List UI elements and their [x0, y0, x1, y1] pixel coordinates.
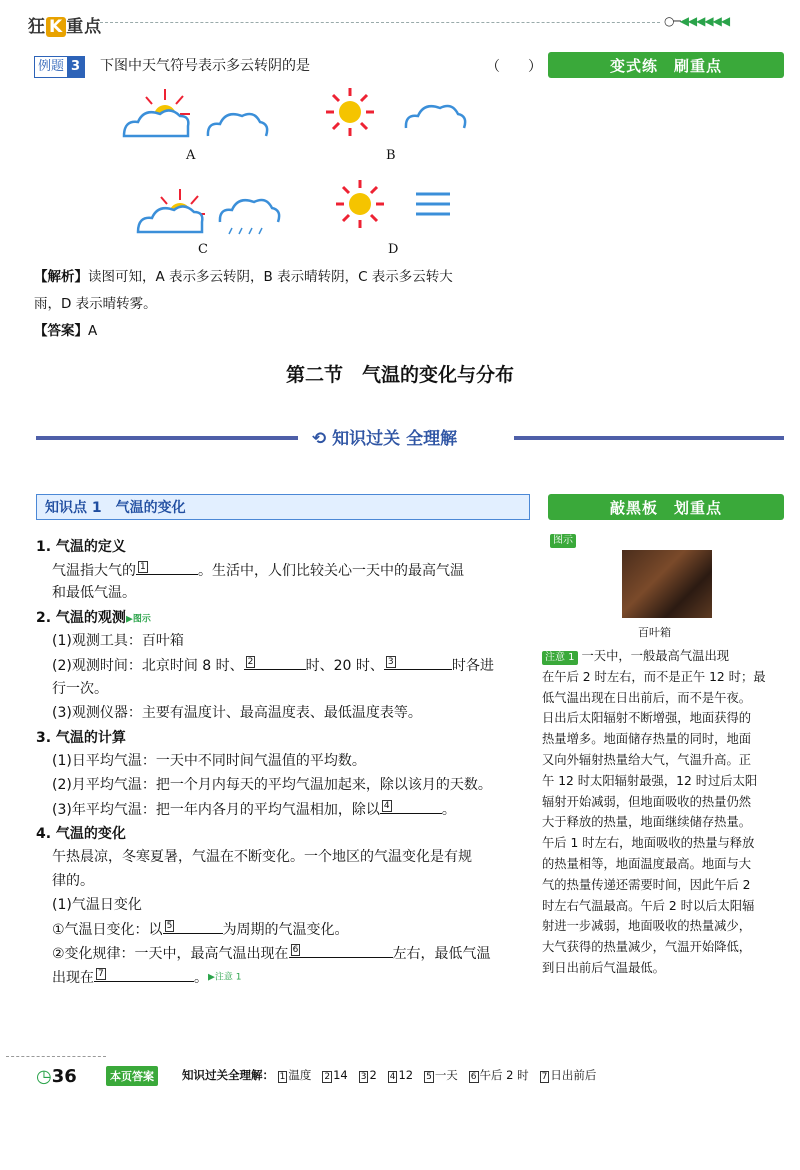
- line-2b: (2)观测时间：北京时间 8 时、 2 时、20 时、 3 时各进: [52, 657, 494, 674]
- sunny-icon: [339, 101, 361, 123]
- line-1a: 气温指大气的 1 。生活中，人们比较关心一天中的最高气温: [52, 562, 464, 579]
- line-4c: (1)气温日变化: [52, 897, 142, 913]
- louver-box-photo: [622, 550, 712, 618]
- option-d-label: D: [388, 242, 399, 257]
- option-b-symbols: [326, 88, 465, 136]
- line-3c: (3)年平均气温：把一年内各月的平均气温相加，除以 4 。: [52, 801, 456, 818]
- clock-icon: ◷: [36, 1066, 52, 1087]
- line-4d: ①气温日变化：以 5 为周期的气温变化。: [52, 921, 349, 938]
- page-answers-tag: 本页答案: [106, 1066, 158, 1086]
- heading-3: 3. 气温的计算: [36, 730, 126, 746]
- page-number: ◷36: [36, 1066, 77, 1087]
- divider-right: [514, 436, 784, 440]
- section-title: 第二节 气温的变化与分布: [285, 364, 514, 386]
- header-arrows: ○─◀◀◀◀◀◀: [664, 14, 730, 28]
- line-4b: 律的。: [52, 873, 94, 889]
- cloudy-icon: [406, 106, 465, 128]
- footer-rule: [6, 1056, 106, 1057]
- practice-banner: 变式练 刷重点: [548, 52, 784, 78]
- header-rule: [100, 22, 660, 23]
- partly-cloudy-icon: [124, 110, 188, 136]
- cloudy-icon: [208, 114, 267, 136]
- line-2d: (3)观测仪器：主要有温度计、最高温度表、最低温度表等。: [52, 705, 422, 721]
- knowledge-divider-title: ⟲ 知识过关 全理解: [312, 429, 458, 449]
- line-1b: 和最低气温。: [52, 585, 136, 601]
- book-logo: 狂 K 重点: [28, 17, 103, 37]
- heading-4: 4. 气温的变化: [36, 826, 126, 842]
- sunny-icon: [349, 193, 371, 215]
- heading-2: 2. 气温的观测▶图示: [36, 610, 151, 626]
- option-b-label: B: [386, 148, 396, 163]
- figure-tag: 图示: [550, 528, 576, 548]
- example-question: 下图中天气符号表示多云转阴的是: [100, 58, 310, 74]
- line-3b: (2)月平均气温：把一个月内每天的平均气温加起来，除以该月的天数。: [52, 777, 492, 793]
- line-3a: (1)日平均气温：一天中不同时间气温值的平均数。: [52, 753, 366, 769]
- swirl-icon: ⟲: [312, 429, 327, 449]
- line-4f: 出现在 7 。▶注意 1: [52, 969, 242, 986]
- option-c-label: C: [198, 242, 208, 257]
- knowledge-content: [36, 536, 534, 991]
- page-answers: 知识过关全理解： 1 温度 2 14 3 2 4 12 5 一天 6 午后 2 时 7 日出前后: [182, 1068, 597, 1082]
- knowledge-point-title: 知识点 1 气温的变化: [36, 494, 530, 520]
- blackboard-banner: 敲黑板 划重点: [548, 494, 784, 520]
- note-1: 注意 1 一天中，一般最高气温出现 在午后 2 时左右，而不是正午 12 时；最 低气温出现在日出前后，而不是午夜。 日出后太阳辐射不断增强，地面获得的 热量增多。地面储存热量的同时，地面 又向外辐射热量给大气，气温升高。正 午 12 时太阳辐射最强，12 时过后太阳 辐射开始减弱，但地面吸收的热量仍然 大于释放的热量，地面继续储存热量。 午后 1 时左右，地面吸收的热量与释放 的热量相等，地面温度最高。地面与大 气的热量传递还需要时间，因此午后 2 时左右气温最高。午后 2 时以后太阳辐 射进一步减弱，地面吸收的热量减少， 大气获得的热量减少，气温开始降低， 到日出前后气温最低。: [542, 649, 766, 975]
- line-2a: (1)观测工具：百叶箱: [52, 633, 184, 649]
- weather-symbols-figure: [110, 86, 490, 266]
- option-d-symbols: [336, 180, 450, 228]
- example-tag: 例题 3: [34, 56, 85, 78]
- answer-paren: （ ）: [486, 59, 542, 75]
- fog-icon: [416, 194, 450, 214]
- heading-1: 1. 气温的定义: [36, 539, 126, 555]
- line-4a: 午热晨凉，冬寒夏暑，气温在不断变化。一个地区的气温变化是有规: [52, 849, 472, 865]
- option-a-label: A: [186, 148, 196, 163]
- partly-cloudy-icon: [138, 206, 202, 232]
- option-c-symbols: [138, 189, 279, 234]
- line-2c: 行一次。: [52, 681, 108, 697]
- divider-left: [36, 436, 298, 440]
- rain-cloud-icon: [220, 200, 279, 222]
- option-a-symbols: [124, 89, 267, 136]
- photo-caption: 百叶箱: [638, 626, 671, 639]
- line-4e: ②变化规律：一天中，最高气温出现在 6 左右，最低气温: [52, 945, 491, 962]
- example-analysis: 【解析】读图可知，A 表示多云转阴，B 表示晴转阴，C 表示多云转大 雨，D 表示晴转雾。 【答案】A: [34, 269, 453, 339]
